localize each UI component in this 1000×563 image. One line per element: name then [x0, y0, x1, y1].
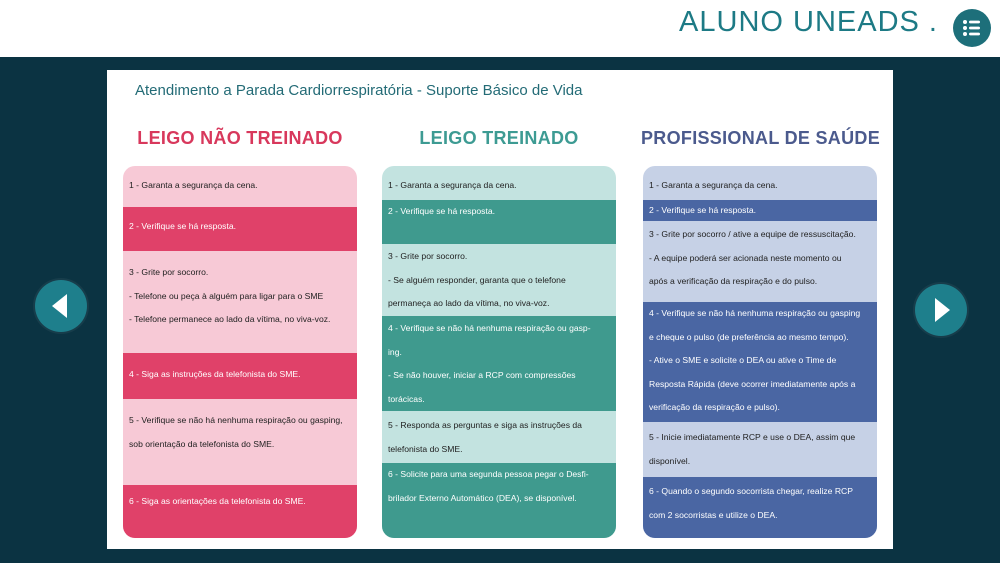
arrow-right-icon — [929, 297, 953, 323]
step-text: - Se alguém responder, garanta que o telefone — [388, 274, 566, 285]
slide-panel — [107, 70, 893, 549]
step-text: 6 - Solicite para uma segunda pessoa pegar o Desfi- — [388, 469, 589, 479]
step-text: disponível. — [649, 455, 691, 466]
step-1 — [382, 174, 616, 200]
step-text: 6 - Quando o segundo socorrista chegar, realize RCP — [649, 486, 853, 496]
step-text: - Ative o SME e solicite o DEA ou ative o Time de — [649, 355, 837, 365]
list-menu-icon[interactable] — [953, 9, 991, 47]
step-3 — [643, 221, 877, 302]
step-text: 3 - Grite por socorro / ative a equipe de ressuscitação. — [649, 229, 856, 239]
step-6 — [123, 485, 357, 538]
step-4 — [643, 302, 877, 422]
step-text: 4 - Verifique se não há nenhuma respiração ou gasping — [649, 308, 861, 318]
step-5 — [643, 422, 877, 477]
step-text: - Telefone ou peça à alguém para ligar para o SME — [129, 290, 324, 301]
step-text: após a verificação da respiração e do pulso. — [649, 276, 818, 286]
step-text: telefonista do SME. — [388, 443, 463, 454]
step-2 — [123, 207, 357, 251]
step-6 — [382, 463, 616, 538]
step-text: - Se não houver, iniciar a RCP com compressões — [388, 370, 576, 380]
step-text: torácicas. — [388, 393, 425, 404]
arrow-left-icon — [49, 293, 73, 319]
step-text: 1 - Garanta a segurança da cena. — [388, 180, 517, 190]
step-text: - A equipe poderá ser acionada neste momento ou — [649, 252, 842, 263]
step-2 — [643, 200, 877, 221]
step-text: 4 - Siga as instruções da telefonista do SME. — [129, 369, 301, 379]
step-4 — [123, 353, 357, 399]
step-text: 2 - Verifique se há resposta. — [649, 205, 757, 215]
step-text: 4 - Verifique se não há nenhuma respiração ou gasp- — [388, 323, 591, 333]
user-name-label: ALUNO UNEADS . — [679, 6, 938, 38]
step-text: com 2 socorristas e utilize o DEA. — [649, 509, 778, 520]
step-4 — [382, 316, 616, 411]
step-1 — [643, 174, 877, 200]
step-text: verificação da respiração e pulso). — [649, 402, 780, 412]
step-text: permaneça ao lado da vítima, no viva-voz. — [388, 298, 550, 308]
step-text: Resposta Rápida (deve ocorrer imediatamente após a — [649, 378, 856, 389]
top-bar — [0, 0, 1000, 57]
next-slide-button[interactable] — [915, 284, 967, 336]
step-text: 1 - Garanta a segurança da cena. — [649, 180, 778, 190]
step-1 — [123, 174, 357, 207]
step-text: 3 - Grite por socorro. — [388, 251, 468, 261]
step-text: 2 - Verifique se há resposta. — [388, 206, 496, 216]
step-2 — [382, 200, 616, 244]
card-health-professional — [643, 166, 877, 538]
heading-lay-untrained: LEIGO NÃO TREINADO — [137, 128, 343, 148]
step-3 — [382, 244, 616, 316]
step-text: 6 - Siga as orientações da telefonista do SME. — [129, 496, 306, 506]
step-text: - Telefone permanece ao lado da vítima, no viva-voz. — [129, 314, 331, 324]
step-3 — [123, 251, 357, 353]
card-lay-untrained — [123, 166, 357, 538]
step-text: 3 - Grite por socorro. — [129, 267, 209, 277]
step-text: sob orientação da telefonista do SME. — [129, 438, 275, 449]
step-text: 5 - Inicie imediatamente RCP e use o DEA, assim que — [649, 432, 856, 442]
step-text: 5 - Responda as perguntas e siga as instruções da — [388, 420, 582, 430]
step-6 — [643, 477, 877, 538]
heading-health-professional: PROFISSIONAL DE SAÚDE — [641, 128, 880, 148]
step-text: 1 - Garanta a segurança da cena. — [129, 180, 258, 190]
heading-lay-trained: LEIGO TREINADO — [419, 128, 579, 148]
step-text: 2 - Verifique se há resposta. — [129, 221, 237, 231]
slide-title: Atendimento a Parada Cardiorrespiratória - Suporte Básico de Vida — [135, 82, 583, 99]
card-lay-trained — [382, 166, 616, 538]
step-text: ing. — [388, 346, 402, 357]
step-text: 5 - Verifique se não há nenhuma respiração ou gasping, — [129, 415, 343, 425]
step-5 — [123, 399, 357, 485]
previous-slide-button[interactable] — [35, 280, 87, 332]
step-text: e cheque o pulso (de preferência ao mesmo tempo). — [649, 331, 849, 342]
step-5 — [382, 411, 616, 463]
step-text: brilador Externo Automático (DEA), se disponível. — [388, 492, 577, 503]
